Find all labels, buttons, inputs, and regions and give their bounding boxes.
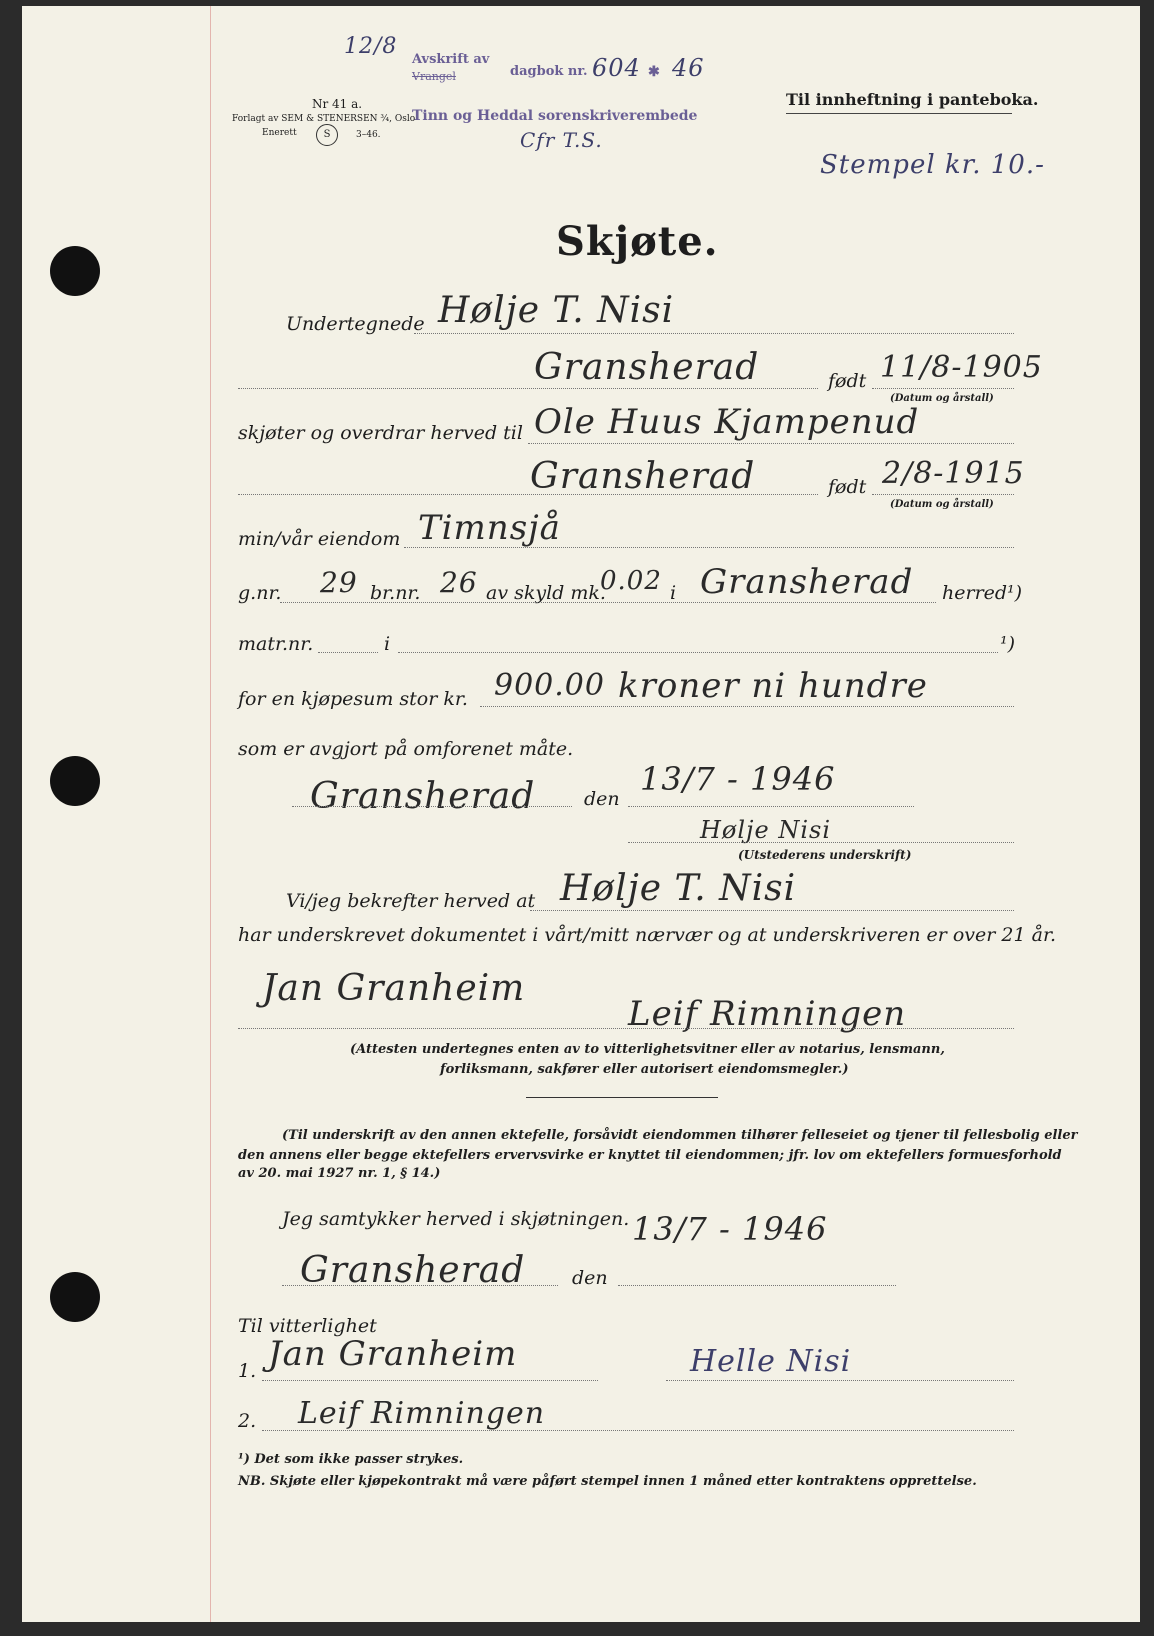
attest-note-2: forliksmann, sakfører eller autorisert eiendomsmegler.) (440, 1062, 849, 1077)
fodt-label: født (828, 370, 867, 392)
matr-end: ¹) (1000, 633, 1016, 655)
dotted-line (238, 494, 818, 495)
bekrefter-text: har underskrevet dokumentet i vårt/mitt nærvær og at underskriveren er over 21 år. (238, 924, 1056, 946)
edition: 3–46. (356, 130, 381, 140)
vitterlighet-label: Til vitterlighet (238, 1315, 377, 1337)
seller-place: Gransherad (534, 347, 760, 388)
rights: Enerett (262, 128, 297, 138)
stamp-office: Tinn og Heddal sorenskriverembede (412, 108, 698, 124)
issuer-hint: (Utstederens underskrift) (738, 848, 912, 862)
spouse-note-1: (Til underskrift av den annen ektefelle, forsåvidt eiendommen tilhører felleseiet og tjener til fellesbolig eller (282, 1128, 1078, 1143)
footnote-1: ¹) Det som ikke passer strykes. (238, 1452, 464, 1467)
property-name: Timnsjå (418, 508, 561, 548)
witness-signature-1: Jan Granheim (262, 968, 526, 1009)
stamp-struck: Vrangel (412, 70, 456, 83)
dotted-line (282, 1285, 558, 1286)
spouse-note-3: av 20. mai 1927 nr. 1, § 14.) (238, 1166, 441, 1181)
punch-hole (50, 756, 100, 806)
eiendom-label: min/vår eiendom (238, 528, 401, 550)
buyer-place: Gransherad (530, 456, 756, 497)
date-2: 13/7 - 1946 (632, 1210, 828, 1248)
spouse-signature: Helle Nisi (690, 1344, 852, 1379)
stamp-line: Avskrift av (412, 52, 490, 67)
dotted-line (872, 388, 1014, 389)
dotted-line (262, 1430, 1014, 1431)
datum-hint: (Datum og årstall) (890, 393, 994, 404)
buyer-name: Ole Huus Kjampenud (534, 402, 920, 442)
dotted-line (318, 652, 378, 653)
witness-2: Leif Rimningen (298, 1396, 546, 1431)
dotted-line (628, 806, 914, 807)
i-label: i (670, 582, 677, 604)
form-number: Nr 41 a. (312, 97, 363, 111)
matr-label: matr.nr. (238, 633, 314, 655)
margin-rule (210, 6, 211, 1622)
skjoter-label: skjøter og overdrar herved til (238, 422, 523, 444)
skyld-value: 0.02 (600, 566, 662, 596)
samtykker-label: Jeg samtykker herved i skjøtningen. (282, 1208, 630, 1230)
footnote-2: NB. Skjøte eller kjøpekontrakt må være påført stempel innen 1 måned etter kontraktens opprettelse. (238, 1474, 977, 1489)
kjopesum-value: 900.00 (494, 668, 605, 703)
matr-i-label: i (384, 633, 391, 655)
stamp-fee: Stempel kr. 10.- (820, 150, 1045, 180)
witness-1: Jan Granheim (268, 1334, 518, 1374)
witness-number-2: 2. (238, 1410, 257, 1432)
skyld-label: av skyld mk. (486, 582, 606, 604)
document-title: Skjøte. (556, 218, 719, 265)
bekrefter-name: Hølje T. Nisi (560, 868, 797, 909)
bekrefter-label: Vi/jeg bekrefter herved at (286, 890, 536, 912)
dotted-line (530, 910, 1014, 911)
seller-name: Hølje T. Nisi (438, 290, 675, 331)
stamp-mark: ✱ (648, 64, 660, 80)
dotted-line (414, 333, 1014, 334)
dagbok-number: 604 (592, 54, 641, 82)
issuer-signature: Hølje Nisi (700, 816, 831, 844)
brnr-label: br.nr. (370, 582, 421, 604)
dotted-line (480, 706, 1014, 707)
punch-hole (50, 1272, 100, 1322)
witness-signature-2: Leif Rimningen (628, 994, 907, 1034)
fodt-label: født (828, 476, 867, 498)
dotted-line (618, 1285, 896, 1286)
dotted-line (292, 806, 572, 807)
datum-hint: (Datum og årstall) (890, 499, 994, 510)
dotted-line (238, 1028, 1014, 1029)
buyer-born: 2/8-1915 (882, 456, 1025, 491)
avgjort-text: som er avgjort på omforenet måte. (238, 738, 574, 760)
dotted-line (280, 602, 936, 603)
dotted-line (528, 443, 1014, 444)
herred-label: herred¹) (942, 582, 1023, 604)
dotted-line (262, 1380, 598, 1381)
dotted-line (398, 652, 998, 653)
gnr-label: g.nr. (238, 582, 282, 604)
date-1: 13/7 - 1946 (640, 760, 836, 798)
dotted-line (666, 1380, 1014, 1381)
stamp-initials: Cfr T.S. (520, 128, 603, 152)
herred-value: Gransherad (700, 562, 914, 602)
seller-born: 11/8-1905 (880, 350, 1043, 385)
attest-note-1: (Attesten undertegnes enten av to vitterlighetsvitner eller av notarius, lensmann, (350, 1042, 945, 1057)
dagbok-year: 46 (672, 54, 705, 82)
punch-hole (50, 246, 100, 296)
publisher: Forlagt av SEM & STENERSEN ¾, Oslo (232, 114, 416, 124)
filing-note-underline (786, 113, 1012, 114)
kjopesum-words: kroner ni hundre (618, 666, 928, 706)
stamp-date: 12/8 (344, 34, 398, 59)
dotted-line (872, 494, 1014, 495)
divider (526, 1097, 718, 1098)
witness-number-1: 1. (238, 1360, 257, 1382)
brnr-value: 26 (440, 566, 478, 599)
undertegnede-label: Undertegnede (286, 313, 425, 335)
publisher-logo: S (316, 124, 338, 146)
place-2: Gransherad (300, 1250, 526, 1291)
dotted-line (404, 547, 1014, 548)
kjopesum-label: for en kjøpesum stor kr. (238, 688, 468, 710)
dotted-line (628, 842, 1014, 843)
place-1: Gransherad (310, 776, 536, 817)
dotted-line (238, 388, 818, 389)
filing-note: Til innheftning i panteboka. (786, 90, 1039, 109)
den-label-2: den (572, 1267, 608, 1289)
stamp-dagbok: dagbok nr. (510, 64, 588, 79)
den-label: den (584, 788, 620, 810)
spouse-note-2: den annens eller begge ektefellers ervervsvirke er knyttet til eiendommen; jfr. lov om ektefellers formuesforhold (238, 1148, 1062, 1163)
gnr-value: 29 (320, 566, 358, 599)
